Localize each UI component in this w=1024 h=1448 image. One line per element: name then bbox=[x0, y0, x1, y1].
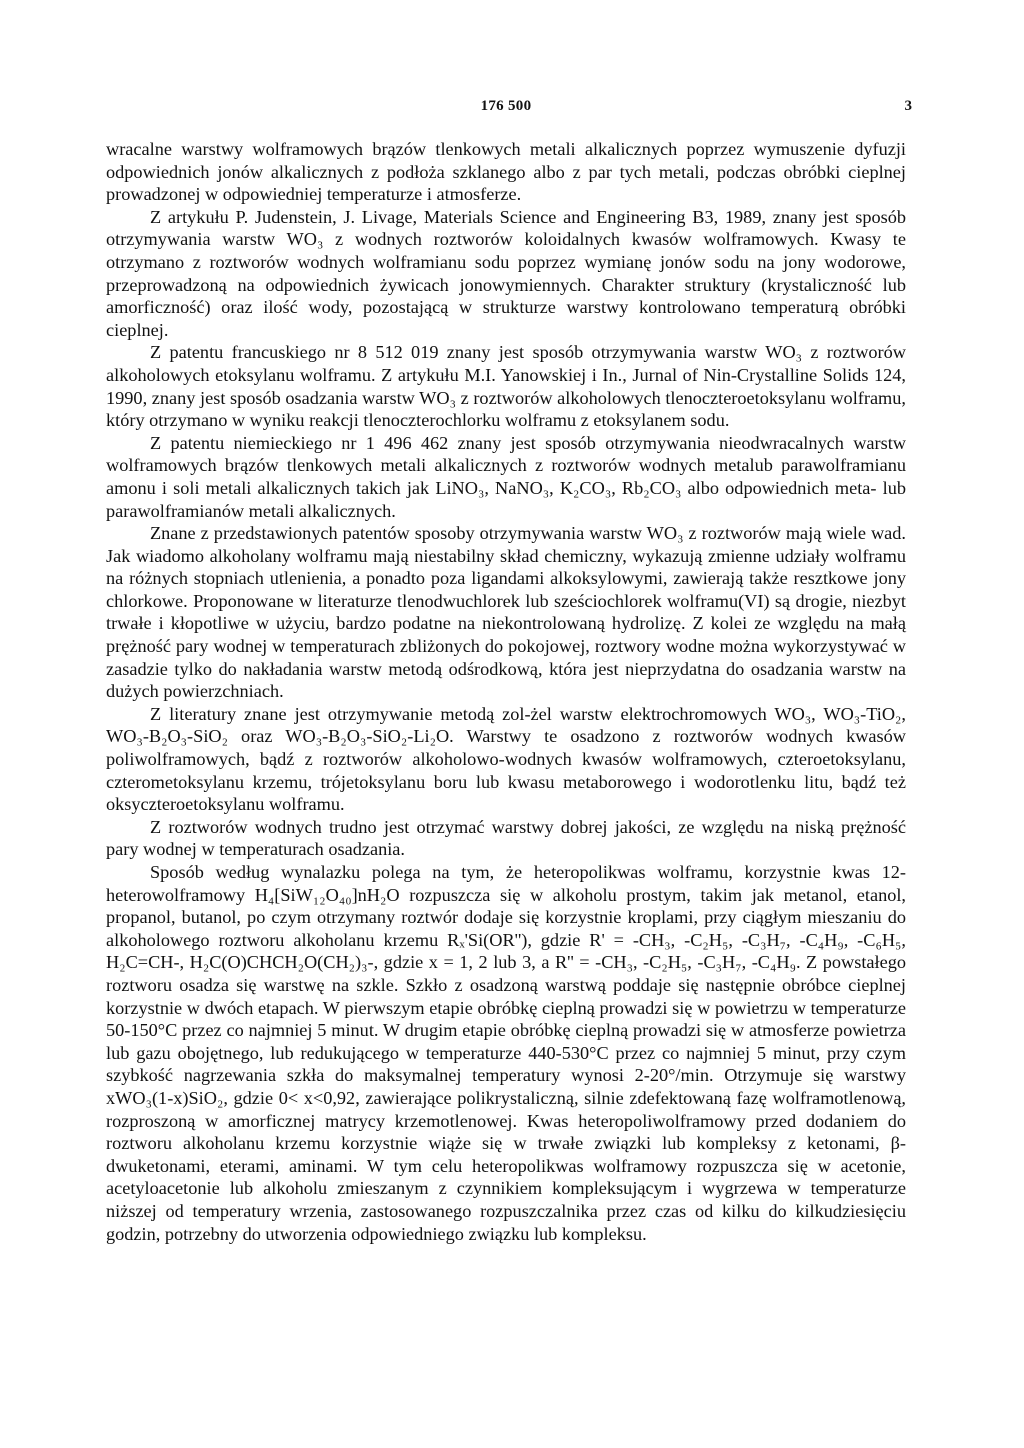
paragraph: wracalne warstwy wolframowych brązów tlenkowych metali alkalicznych poprzez wymuszenie dyfuzji odpowiednich jonów alkalicznych z podłoża szklanego albo z par tych metali, podczas obróbki cieplnej prowadzonej w odpowiedniej temperaturze i atmosferze. bbox=[106, 139, 906, 205]
patent-number: 176 500 bbox=[480, 98, 532, 114]
paragraph: Z literatury znane jest otrzymywanie metodą zol-żel warstw elektrochromowych WO₃, WO₃-TiO₂, WO₃-B₂O₃-SiO₂ oraz WO₃-B₂O₃-SiO₂-Li₂O. Warstwy te osadzono z roztworów wodnych kwasów poliwolframowych, bądź z roztworów alkoholowo-wodnych kwasów wolframowych, czteroetoksylanu, czterometoksylanu krzemu, trójetoksylanu boru lub kwasu metaborowego i wodorotlenku litu, bądź też oksyczteroetoksylanu wolframu. bbox=[106, 703, 906, 815]
page-number: 3 bbox=[904, 98, 912, 114]
paragraph: Z artykułu P. Judenstein, J. Livage, Materials Science and Engineering B3, 1989, znany jest sposób otrzymywania warstw WO₃ z wodnych roztworów koloidalnych kwasów wolframowych. Kwasy te otrzymano z roztworów wodnych wolframianu sodu poprzez wymianę jonów sodu na jony wodorowe, przeprowadzoną na odpowiednich żywicach jonowymiennych. Charakter struktury (krystaliczność lub amorficzność) oraz ilość wody, pozostającą w strukturze warstwy kontrolowano temperaturą obróbki cieplnej. bbox=[106, 206, 906, 340]
document-body bbox=[106, 138, 906, 1245]
page-header bbox=[100, 98, 912, 122]
paragraph: Z patentu niemieckiego nr 1 496 462 znany jest sposób otrzymywania nieodwracalnych warstw wolframowych brązów tlenkowych metali alkalicznych z roztworów wodnych metalub parawolframianu amonu i soli metali alkalicznych takich jak LiNO₃, NaNO₃, K₂CO₃, Rb₂CO₃ albo odpowiednich meta- lub parawolframianów metali alkalicznych. bbox=[106, 432, 906, 521]
paragraph: Sposób według wynalazku polega na tym, że heteropolikwas wolframu, korzystnie kwas 12-heterowolframowy H₄[SiW₁₂O₄₀]nH₂O rozpuszcza się w alkoholu prostym, takim jak metanol, etanol, propanol, butanol, po czym otrzymany roztwór dodaje się korzystnie kroplami, przy ciągłym mieszaniu do alkoholowego roztworu alkoholanu krzemu Rₓ'Si(OR''), gdzie R' = -CH₃, -C₂H₅, -C₃H₇, -C₄H₉, -C₆H₅, H₂C=CH-, H₂C(O)CHCH₂O(CH₂)₃-, gdzie x = 1, 2 lub 3, a R'' = -CH₃, -C₂H₅, -C₃H₇, -C₄H₉. Z powstałego roztworu osadza się warstwę na szkle. Szkło z osadzoną warstwą poddaje się następnie obróbce cieplnej korzystnie w dwóch etapach. W pierwszym etapie obróbkę cieplną prowadzi się w powietrzu w temperaturze 50-150°C przez co najmniej 5 minut. W drugim etapie obróbkę cieplną prowadzi się w atmosferze powietrza lub gazu obojętnego, lub redukującego w temperaturze 440-530°C przez co najmniej 5 minut, przy czym szybkość nagrzewania szkła do maksymalnej temperatury wynosi 2-20°/min. Otrzymuje się warstwy xWO₃(1-x)SiO₂, gdzie 0< x<0,92, zawierające polikrystaliczną, silnie zdefektowaną fazę wolframotlenową, rozproszoną w amorficznej matrycy krzemotlenowej. Kwas heteropoliwolframowy przed dodaniem do roztworu alkoholanu krzemu korzystnie wiąże się w trwałe związki lub kompleksy z ketonami, β-dwuketonami, eterami, aminami. W tym celu heteropolikwas wolframowy rozpuszcza się w acetonie, acetyloacetonie lub alkoholu zmieszanym z czynnikiem kompleksującym i wygrzewa w temperaturze niższej od temperatury wrzenia, zastosowanego rozpuszczalnika przez czas od kilku do kilkudziesięciu godzin, potrzebny do utworzenia odpowiedniego związku lub kompleksu. bbox=[106, 862, 906, 1244]
paragraph: Z patentu francuskiego nr 8 512 019 znany jest sposób otrzymywania warstw WO₃ z roztworów alkoholowych etoksylanu wolframu. Z artykułu M.I. Yanowskiej i In., Jurnal of Nin-Crystalline Solids 124, 1990, znany jest sposób osadzania warstw WO₃ z roztworów alkoholowych tlenoczteroetoksylanu wolframu, który otrzymano w wyniku reakcji tlenoczterochlorku wolframu z etoksylanem sodu. bbox=[106, 342, 906, 431]
paragraph: Znane z przedstawionych patentów sposoby otrzymywania warstw WO₃ z roztworów mają wiele wad. Jak wiadomo alkoholany wolframu mają niestabilny skład chemiczny, wykazują zmienne udziały wolframu na różnych stopniach utlenienia, a ponadto poza ligandami alkoksylowymi, zawierają także resztkowe jony chlorkowe. Proponowane w literaturze tlenodwuchlorek lub sześciochlorek wolframu(VI) są drogie, niezbyt trwałe i kłopotliwe w użyciu, bardzo podatne na niekontrolowaną hydrolizę. Z kolei ze względu na małą prężność pary wodnej w temperaturach zbliżonych do pokojowej, roztwory wodne można wykorzystywać w zasadzie tylko do nakładania warstw metodą odśrodkową, która jest nieprzydatna do osadzania warstw na dużych powierzchniach. bbox=[106, 523, 906, 702]
paragraph: Z roztworów wodnych trudno jest otrzymać warstwy dobrej jakości, ze względu na niską prężność pary wodnej w temperaturach osadzania. bbox=[106, 816, 906, 860]
